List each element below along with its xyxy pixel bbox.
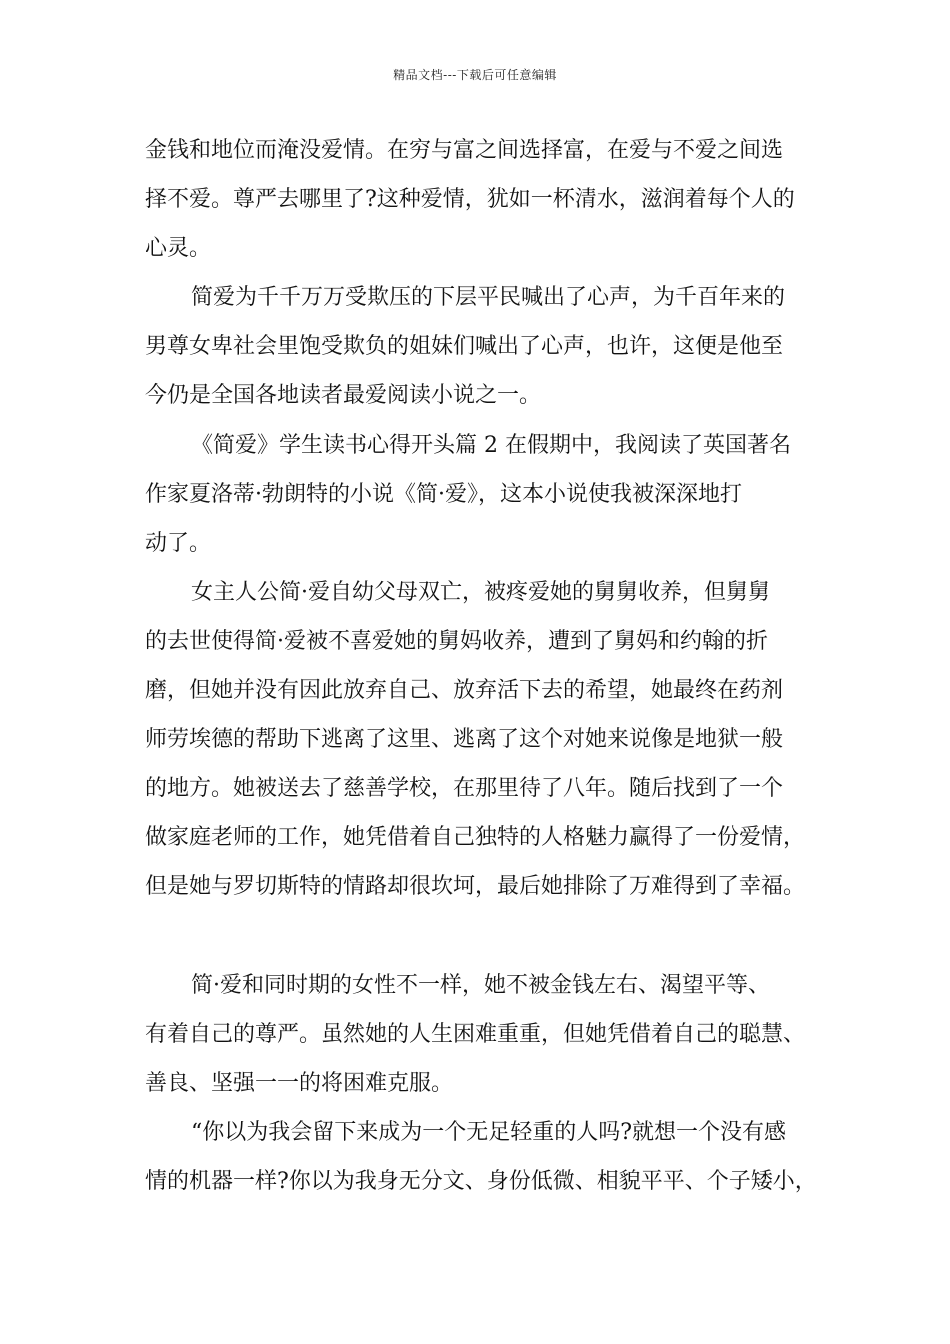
text-line: 作家夏洛蒂·勃朗特的小说《简·爱》，这本小说使我被深深地打 (145, 481, 742, 507)
text-line: 男尊女卑社会里饱受欺负的姐妹们喊出了心声，也许，这便是他至 (145, 334, 784, 360)
text-line: 女主人公简·爱自幼父母双亡，被疼爱她的舅舅收养，但舅舅 (191, 579, 770, 605)
paragraph (145, 126, 825, 273)
text-line: 有着自己的尊严。虽然她的人生困难重重，但她凭借着自己的聪慧、 (145, 1021, 806, 1047)
text-line: 做家庭老师的工作，她凭借着自己独特的人格魅力赢得了一份爱情， (145, 825, 806, 851)
body-text (145, 126, 825, 1206)
paragraph (145, 273, 825, 420)
paragraph (145, 421, 825, 568)
blank-line (145, 912, 825, 961)
text-line: 金钱和地位而淹没爱情。在穷与富之间选择富，在爱与不爱之间选 (145, 138, 784, 163)
text-line: 但是她与罗切斯特的情路却很坎坷，最后她排除了万难得到了幸福。 (145, 874, 806, 900)
text-line: 简·爱和同时期的女性不一样，她不被金钱左右、渴望平等、 (191, 972, 770, 998)
text-line: 的去世使得简·爱被不喜爱她的舅妈收养，遭到了舅妈和约翰的折 (145, 628, 768, 654)
text-line: 情的机器一样?你以为我身无分文、身份低微、相貌平平、个子矮小， (145, 1168, 817, 1194)
text-line: 简爱为千千万万受欺压的下层平民喊出了心声，为千百年来的 (191, 285, 786, 311)
text-line: 的地方。她被送去了慈善学校，在那里待了八年。随后找到了一个 (145, 776, 784, 802)
text-line: 心灵。 (145, 236, 212, 262)
text-line: 《简爱》学生读书心得开头篇 2 在假期中，我阅读了英国著名 (191, 432, 791, 458)
text-line: 动了。 (145, 530, 212, 556)
paragraph (145, 1108, 825, 1206)
text-line: 善良、坚强一一的将困难克服。 (145, 1070, 454, 1096)
text-line: 磨，但她并没有因此放弃自己、放弃活下去的希望，她最终在药剂 (145, 678, 784, 704)
paragraph (145, 568, 825, 912)
text-line: 择不爱。尊严去哪里了?这种爱情，犹如一杯清水，滋润着每个人的 (145, 187, 795, 213)
text-line: 今仍是全国各地读者最爱阅读小说之一。 (145, 383, 542, 409)
text-line: 师劳埃德的帮助下逃离了这里、逃离了这个对她来说像是地狱一般 (145, 727, 784, 753)
paragraph (145, 961, 825, 1108)
text-line: “你以为我会留下来成为一个无足轻重的人吗?就想一个没有感 (191, 1119, 787, 1145)
page-header: 精品文档---下载后可任意编辑 (393, 68, 557, 82)
